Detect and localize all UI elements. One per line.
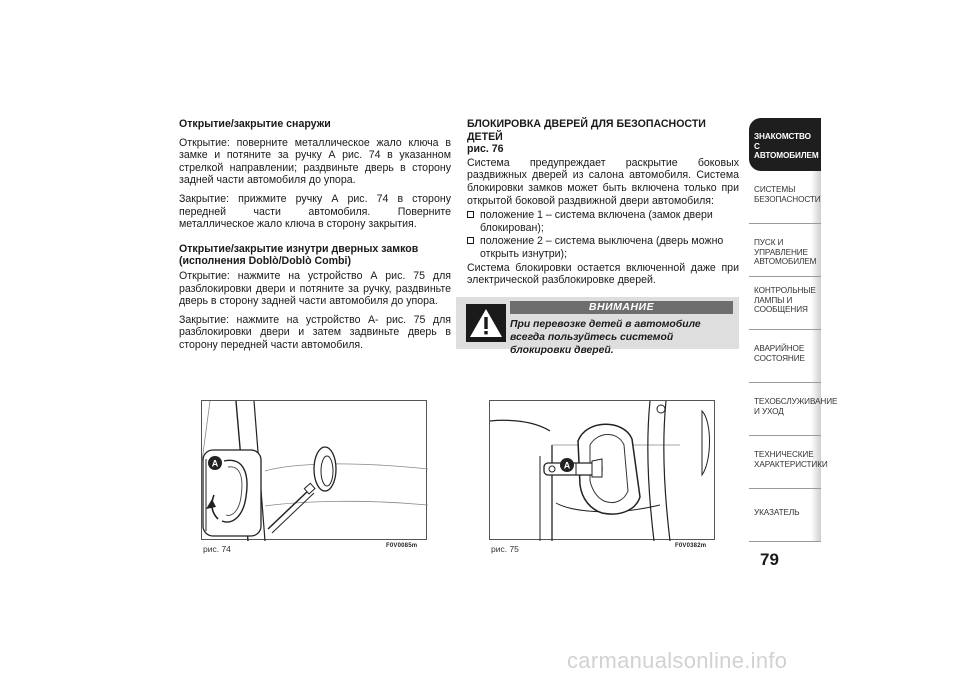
bullet-position-2 [467, 235, 739, 260]
heading-inside-line2: (исполнения Doblò/Doblò Combi) [179, 255, 351, 268]
tab-label: АВАРИЙНОЕ СОСТОЯНИЕ [754, 344, 805, 363]
checkbox-square-icon [467, 211, 474, 218]
tab-tehnicheskie-harakteristiki[interactable] [749, 436, 828, 489]
tab-label: ТЕХНИЧЕСКИЕ ХАРАКТЕРИСТИКИ [754, 450, 828, 469]
tab-tehobsluzhivanie[interactable] [749, 383, 838, 436]
paragraph-open-inside: Открытие: нажмите на устройство А рис. 75 для разблокировки двери и потяните за ручку, раздвиньте дверь в сторону задней части автомобиля до упора. [179, 269, 451, 308]
figure-74-image [201, 400, 427, 540]
warning-title: ВНИМАНИЕ [510, 301, 733, 314]
heading-inside [179, 243, 451, 268]
paragraph-open-outside: Открытие: поверните металлическое жало ключа в замке и потяните за ручку А рис. 74 в указанном стрелкой направлении; раздвиньте дверь в сторону задней части автомобиля до упора. [179, 136, 451, 187]
page-number: 79 [760, 550, 779, 569]
figure-75-caption: рис. 75 [491, 544, 519, 554]
paragraph-close-outside: Закрытие: прижмите ручку А рис. 74 в сторону передней части автомобиля. Поверните металлическое жало ключа в сторону закрытия. [179, 192, 451, 231]
heading-child-lock-figref: рис. 76 [467, 143, 504, 156]
tab-znakomstvo[interactable] [749, 118, 821, 171]
paragraph-child-lock-note: Система блокировки остается включенной даже при электрической разблокировке дверей. [467, 261, 739, 287]
checkbox-square-icon [467, 237, 474, 244]
tab-ukazatel[interactable] [749, 489, 821, 542]
bullet-position-1 [467, 209, 739, 234]
tab-kontrolnye-lampy[interactable] [749, 277, 821, 330]
bullet-text-1: положение 1 – система включена (замок двери блокирован); [480, 209, 713, 234]
paragraph-close-inside: Закрытие: нажмите на устройство А- рис. 75 для разблокировки двери и затем задвиньте дверь в сторону передней части автомобиля. [179, 313, 451, 351]
tab-sistemy-bezopasnosti[interactable] [749, 171, 821, 224]
figure-74-caption: рис. 74 [203, 544, 231, 554]
watermark: carmanualsonline.info [567, 648, 788, 673]
tab-label: УКАЗАТЕЛЬ [754, 508, 800, 517]
heading-inside-line1: Открытие/закрытие изнутри дверных замков [179, 242, 419, 255]
tab-label: СИСТЕМЫ БЕЗОПАСНОСТИ [754, 185, 821, 204]
left-column [179, 118, 451, 358]
warning-box [456, 297, 739, 356]
tab-pusk-i-upravlenie[interactable] [749, 224, 821, 277]
tab-label: ТЕХОБСЛУЖИВАНИЕ И УХОД [754, 397, 838, 416]
figure-74-code: F0V0085m [386, 543, 418, 549]
tab-label: ПУСК И УПРАВЛЕНИЕ АВТОМОБИЛЕМ [754, 238, 817, 266]
tab-label: КОНТРОЛЬНЫЕ ЛАМПЫ И СООБЩЕНИЯ [754, 286, 816, 314]
tab-avariynoe-sostoyanie[interactable] [749, 330, 821, 383]
section-tabs [749, 118, 838, 542]
figure-75-marker-a: A [563, 460, 571, 471]
tab-label: ЗНАКОМСТВО С АВТОМОБИЛЕМ [754, 132, 819, 160]
heading-child-lock [467, 118, 739, 156]
bullet-text-2: положение 2 – система выключена (дверь можно открыть изнутри); [480, 235, 724, 260]
figure-75-image [489, 400, 715, 540]
paragraph-child-lock: Система предупреждает раскрытие боковых раздвижных дверей из салона автомобиля. Система блокировки замков может быть включена только при открытой боковой раздвижной двери автомобиля: [467, 156, 739, 207]
heading-child-lock-title: БЛОКИРОВКА ДВЕРЕЙ ДЛЯ БЕЗОПАСНОСТИ ДЕТЕЙ [467, 118, 706, 143]
warning-text: При перевозке детей в автомобиле всегда пользуйтесь системой блокировки дверей. [510, 319, 701, 356]
right-column [467, 118, 739, 293]
figure-75-code: F0V0382m [675, 543, 707, 549]
warning-triangle-icon [466, 304, 506, 342]
figure-74-marker-a: A [211, 458, 219, 469]
heading-outside: Открытие/закрытие снаружи [179, 118, 331, 130]
